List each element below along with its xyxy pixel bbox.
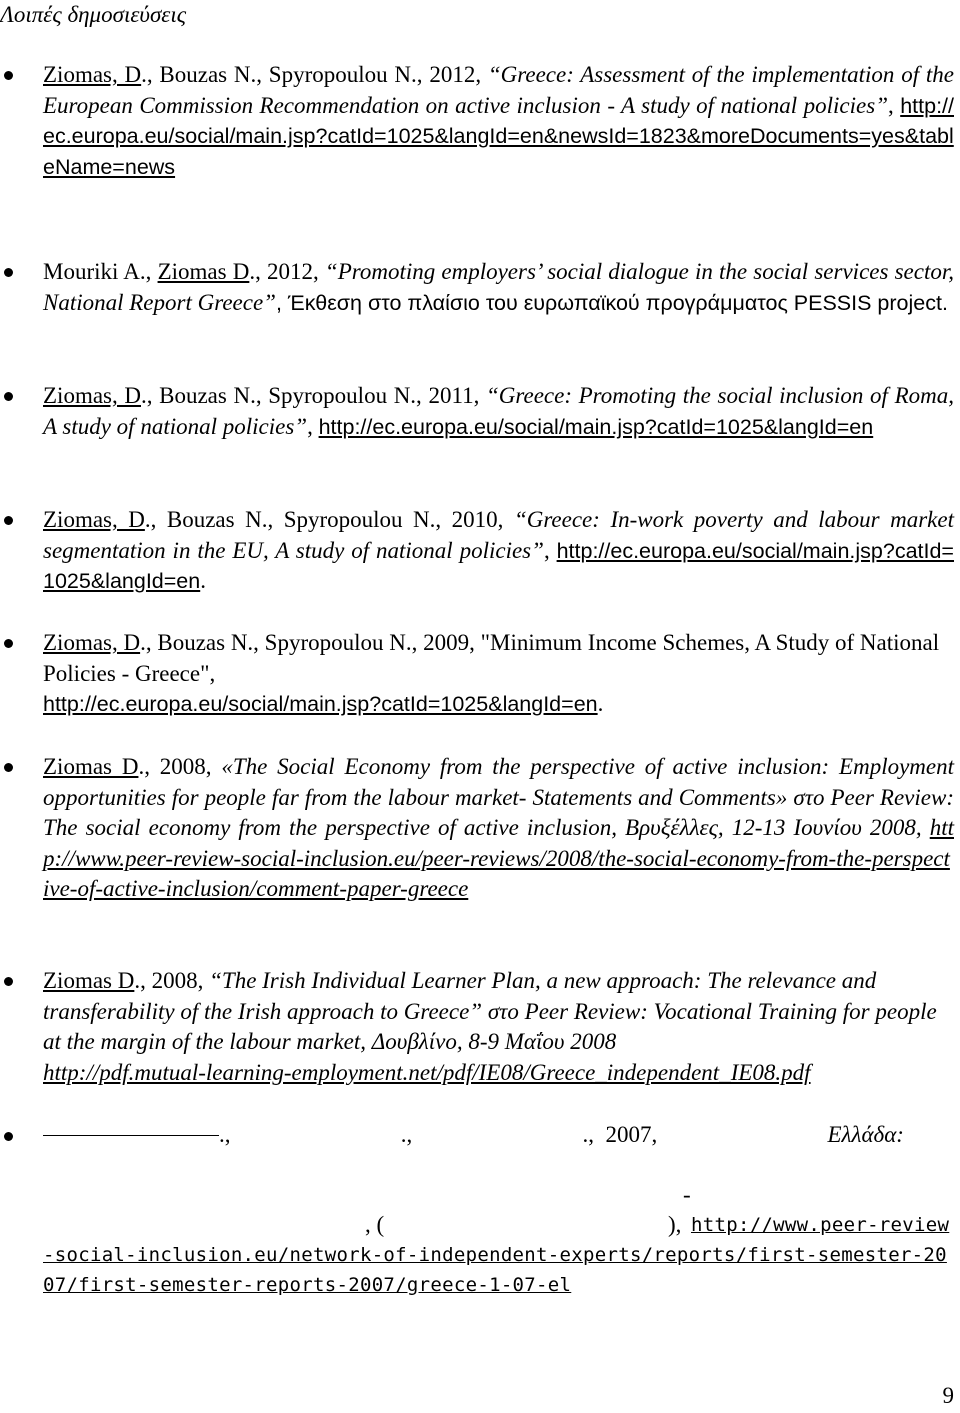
publication-text — [43, 505, 954, 597]
publication-url[interactable]: http://www.peer-review-social-inclusion.eu/network-of-independent-experts/reports/first-semester-2007/first-semester-reports-2007/greece-1-07-el — [43, 1214, 950, 1296]
page-heading: Λοιπές δημοσιεύσεις — [0, 2, 187, 27]
separator: , — [543, 537, 557, 563]
bullet-icon — [4, 516, 13, 525]
punctuation: ), — [668, 1212, 682, 1237]
entry-line — [43, 1120, 954, 1150]
authors: ., Bouzas N., Spyropoulou N., 2010, — [144, 507, 514, 532]
year: ., 2008, — [138, 754, 222, 779]
dash-glyph: - — [683, 1182, 691, 1207]
author-link[interactable]: Ziomas, D — [43, 630, 141, 655]
period: . — [597, 691, 604, 716]
publication-url[interactable]: http://pdf.mutual-learning-employment.net/pdf/IE08/Greece_independent_IE08.pdf — [43, 1059, 811, 1085]
bullet-icon — [4, 268, 13, 277]
author-link[interactable]: Ziomas, D — [43, 383, 141, 408]
page-number: 9 — [942, 1383, 954, 1408]
authors: ., Bouzas N., Spyropoulou N., 2011, — [141, 383, 486, 408]
publication-url[interactable]: http://ec.europa.eu/social/main.jsp?catId=1025&langId=en — [318, 414, 874, 439]
punctuation: , ( — [365, 1212, 385, 1237]
publication-title: “The Irish Individual Learner Plan, a new approach: The relevance and transferability of the Irish approach to Greece” στο Peer Review: Vocational Training for people at the margin of the labour market, Δουβλίνο, 8-9 Μαΐου 2008 — [43, 968, 937, 1054]
publication-title: “Greece: In-work poverty and labour market segmentation in the EU, A study of national policies” — [43, 507, 954, 563]
publication-text — [43, 966, 954, 1088]
bullet-icon — [4, 763, 13, 772]
bullet-icon — [4, 71, 13, 80]
publication-title: “Greece: Assessment of the implementation of the European Commission Recommendation on active inclusion - A study of national policies” — [43, 62, 954, 118]
punctuation: ., — [219, 1122, 231, 1147]
bullet-icon — [4, 392, 13, 401]
authors: Mouriki A., — [43, 259, 158, 284]
entry-url-block — [43, 1210, 954, 1300]
entry-line — [43, 1180, 954, 1210]
bullet-icon — [4, 1132, 13, 1141]
publication-url[interactable]: http://www.peer-review-social-inclusion.eu/peer-reviews/2008/the-social-economy-from-the-perspective-of-active-inclusion/comment-paper-greece — [43, 815, 954, 901]
publication-note: , Έκθεση στο πλαίσιο του ευρωπαϊκού προγράμματος PESSIS project. — [275, 290, 948, 315]
publication-url[interactable]: http://ec.europa.eu/social/main.jsp?catId=1025&langId=en — [43, 538, 954, 593]
publication-text — [43, 381, 954, 442]
author-link[interactable]: Ziomas D — [157, 259, 250, 284]
bullet-icon — [4, 977, 13, 986]
publication-text — [43, 60, 954, 182]
publication-title: “Promoting employers’ social dialogue in the social services sector, National Report Greece” — [43, 259, 955, 315]
year: ., 2007, — [582, 1122, 658, 1147]
publication-text — [43, 1120, 954, 1300]
author-link[interactable]: Ziomas D — [43, 968, 135, 993]
separator: , — [887, 92, 901, 118]
year: ., 2008, — [134, 968, 210, 993]
publication-text — [43, 752, 954, 905]
publication-title: “Greece: Promoting the social inclusion of Roma, A study of national policies” — [43, 383, 954, 439]
author-link[interactable]: Ziomas D — [43, 754, 139, 779]
line-segment — [43, 1120, 231, 1150]
authors: ., Bouzas N., Spyropoulou N., 2009, "Minimum Income Schemes, A Study of National Policies - Greece", — [43, 630, 940, 686]
author-link[interactable]: Ziomas, D — [43, 62, 142, 87]
period: . — [200, 568, 206, 593]
publication-url[interactable]: http://ec.europa.eu/social/main.jsp?catId=1025&langId=en — [43, 692, 598, 716]
publication-url[interactable]: http://ec.europa.eu/social/main.jsp?catId=1025&langId=en&newsId=1823&moreDocuments=yes&tableName=news — [43, 93, 954, 179]
publication-text — [43, 628, 954, 720]
author-dash — [43, 1135, 219, 1136]
author-link[interactable]: Ziomas, D — [43, 507, 145, 532]
publication-text — [43, 257, 954, 318]
authors: ., Bouzas N., Spyropoulou N., 2012, — [141, 62, 488, 87]
separator: , — [307, 413, 319, 439]
bullet-icon — [4, 639, 13, 648]
punctuation: ., — [400, 1122, 413, 1147]
year: ., 2012, — [249, 259, 325, 284]
publication-title: Ελλάδα: — [827, 1122, 904, 1147]
publication-title: «The Social Economy from the perspective of active inclusion: Employment opportunities for people far from the labour market- Statements and Comments» στο Peer Review: The social economy from the perspective of active inclusion, Βρυξέλλες, 12-13 Ιουνίου 2008, — [43, 754, 954, 840]
